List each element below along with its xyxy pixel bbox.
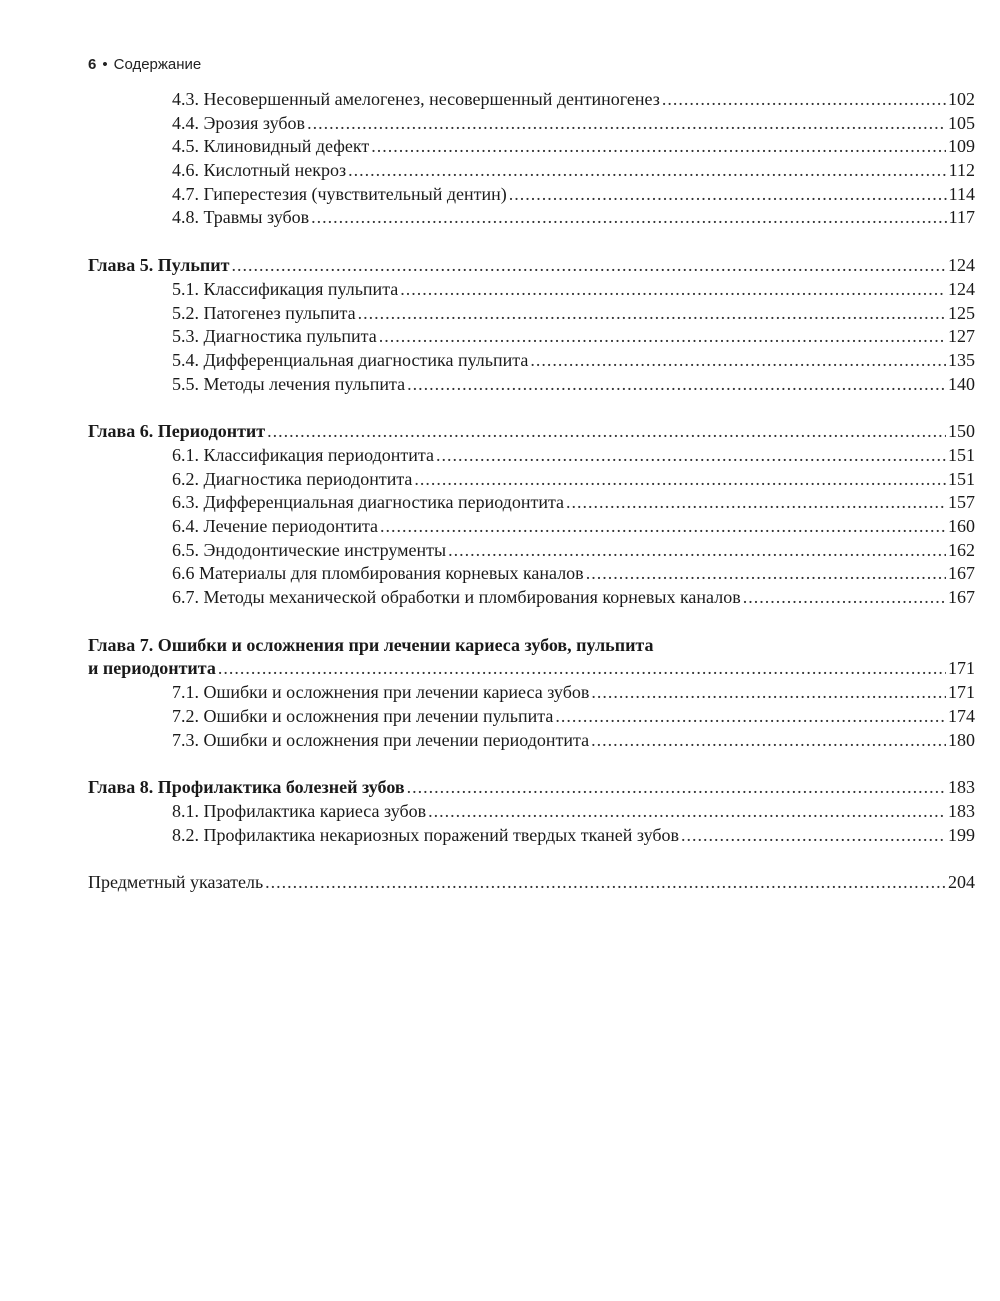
entry-page-number: 174 <box>948 705 975 726</box>
entry-title: Глава 5. Пульпит <box>88 255 230 276</box>
bullet: • <box>102 56 108 73</box>
running-title: Содержание <box>113 56 202 73</box>
entry-title: 4.4. Эрозия зубов <box>172 112 306 133</box>
dot-leader <box>265 871 946 895</box>
toc-section-entry[interactable] <box>88 491 975 515</box>
entry-title: Глава 6. Периодонтит <box>88 421 266 442</box>
dot-leader <box>307 112 946 136</box>
entry-title: 8.1. Профилактика кариеса зубов <box>172 800 427 821</box>
entry-title: 4.6. Кислотный некроз <box>172 160 347 181</box>
toc-section-entry[interactable] <box>88 302 975 326</box>
entry-page-number: 171 <box>948 682 975 703</box>
entry-page-number: 157 <box>948 492 975 513</box>
toc-section-entry[interactable] <box>88 325 975 349</box>
entry-title: 6.2. Диагностика периодонтита <box>172 468 413 489</box>
entry-page-number: 127 <box>948 326 975 347</box>
dot-leader <box>509 183 947 207</box>
entry-title: и периодонтита <box>88 658 216 679</box>
entry-page-number: 162 <box>948 539 975 560</box>
dot-leader <box>586 562 946 586</box>
toc-section-entry[interactable] <box>88 206 975 230</box>
toc-chapter-entry[interactable] <box>88 254 975 278</box>
toc-section-entry[interactable] <box>88 278 975 302</box>
entry-title: 5.5. Методы лечения пульпита <box>172 373 406 394</box>
entry-title: 7.1. Ошибки и осложнения при лечении кариеса зубов <box>172 682 590 703</box>
entry-title: Глава 8. Профилактика болезней зубов <box>88 777 405 798</box>
entry-title: Глава 7. Ошибки и осложнения при лечении кариеса зубов, пульпита <box>88 634 654 655</box>
entry-page-number: 171 <box>948 658 975 679</box>
entry-title: 6.4. Лечение периодонтита <box>172 516 379 536</box>
entry-page-number: 124 <box>948 278 975 299</box>
entry-title: 7.3. Ошибки и осложнения при лечении периодонтита <box>172 729 590 750</box>
dot-leader <box>232 254 947 278</box>
dot-leader <box>348 159 947 183</box>
dot-leader <box>414 468 946 492</box>
dot-leader <box>743 586 946 610</box>
entry-title: Предметный указатель <box>88 872 264 893</box>
entry-page-number: 112 <box>948 160 975 181</box>
entry-page-number: 160 <box>948 516 975 536</box>
toc-chapter-entry[interactable] <box>88 420 975 444</box>
dot-leader <box>566 491 946 515</box>
entry-page-number: 167 <box>948 587 975 608</box>
toc-section-entry[interactable] <box>88 373 975 397</box>
toc-section-entry[interactable] <box>88 159 975 183</box>
entry-page-number: 150 <box>948 421 975 442</box>
entry-title: 6.5. Эндодонтические инструменты <box>172 539 447 560</box>
toc-section-entry[interactable] <box>88 681 975 705</box>
dot-leader <box>400 278 946 302</box>
dot-leader <box>218 657 946 681</box>
dot-leader <box>530 349 946 373</box>
entry-page-number: 102 <box>948 89 975 109</box>
dot-leader <box>371 135 946 159</box>
entry-page-number: 124 <box>948 255 975 276</box>
dot-leader <box>407 776 946 800</box>
entry-title: 4.3. Несовершенный амелогенез, несовершенный дентиногенез <box>172 89 660 109</box>
entry-page-number: 167 <box>948 563 975 584</box>
entry-page-number: 199 <box>948 824 975 845</box>
dot-leader <box>311 206 947 230</box>
dot-leader <box>662 88 946 112</box>
toc-chapter-entry[interactable] <box>88 657 975 681</box>
dot-leader <box>448 539 946 563</box>
entry-page-number: 204 <box>948 872 975 893</box>
entry-title: 8.2. Профилактика некариозных поражений твердых тканей зубов <box>172 824 679 845</box>
toc-section-entry[interactable] <box>88 88 975 112</box>
dot-leader <box>591 681 946 705</box>
entry-title: 6.3. Дифференциальная диагностика периодонтита <box>172 492 565 513</box>
entry-page-number: 183 <box>948 800 975 821</box>
entry-title: 5.4. Дифференциальная диагностика пульпита <box>172 349 529 370</box>
dot-leader <box>436 444 946 468</box>
toc-section-entry[interactable] <box>88 135 975 159</box>
running-header <box>88 56 201 73</box>
toc-chapter-entry[interactable] <box>88 776 975 800</box>
toc-section-entry[interactable] <box>88 183 975 207</box>
entry-title: 6.6 Материалы для пломбирования корневых каналов <box>172 563 584 584</box>
dot-leader <box>267 420 946 444</box>
toc-section-entry[interactable] <box>88 539 975 563</box>
toc-section-entry[interactable] <box>88 468 975 492</box>
dot-leader <box>681 824 946 848</box>
toc-section-entry[interactable] <box>88 112 975 136</box>
entry-page-number: 125 <box>948 302 975 323</box>
toc-index-entry[interactable] <box>88 871 975 895</box>
toc-section-entry[interactable] <box>88 800 975 824</box>
toc-section-entry[interactable] <box>88 705 975 729</box>
dot-leader <box>591 729 946 753</box>
dot-leader <box>407 373 946 397</box>
entry-title: 7.2. Ошибки и осложнения при лечении пульпита <box>172 705 554 726</box>
toc-section-entry[interactable] <box>88 824 975 848</box>
entry-title: 5.1. Классификация пульпита <box>172 278 399 299</box>
entry-title: 4.7. Гиперестезия (чувствительный дентин) <box>172 183 507 204</box>
dot-leader <box>379 325 946 349</box>
toc-section-entry[interactable] <box>88 562 975 586</box>
toc-section-entry[interactable] <box>88 349 975 373</box>
entry-title: 4.8. Травмы зубов <box>172 207 310 228</box>
entry-title: 4.5. Клиновидный дефект <box>172 136 370 157</box>
table-of-contents <box>88 88 975 895</box>
entry-page-number: 105 <box>948 112 975 133</box>
entry-title: 5.2. Патогенез пульпита <box>172 302 356 323</box>
toc-section-entry[interactable] <box>88 515 975 539</box>
toc-chapter-entry[interactable] <box>88 634 975 658</box>
dot-leader <box>380 515 946 539</box>
entry-page-number: 117 <box>948 207 975 228</box>
page-number: 6 <box>88 56 97 73</box>
entry-title: 5.3. Диагностика пульпита <box>172 326 377 347</box>
entry-page-number: 183 <box>948 777 975 798</box>
dot-leader <box>358 302 946 326</box>
toc-section-entry[interactable] <box>88 586 975 610</box>
entry-page-number: 151 <box>948 468 975 489</box>
entry-title: 6.7. Методы механической обработки и пломбирования корневых каналов <box>172 587 741 608</box>
entry-title: 6.1. Классификация периодонтита <box>172 444 434 465</box>
dot-leader <box>428 800 946 824</box>
entry-page-number: 135 <box>948 349 975 370</box>
entry-page-number: 109 <box>948 136 975 157</box>
toc-section-entry[interactable] <box>88 729 975 753</box>
entry-page-number: 151 <box>948 444 975 465</box>
entry-page-number: 140 <box>948 373 975 394</box>
dot-leader <box>555 705 946 729</box>
toc-section-entry[interactable] <box>88 444 975 468</box>
entry-page-number: 114 <box>948 183 975 204</box>
entry-page-number: 180 <box>948 729 975 750</box>
